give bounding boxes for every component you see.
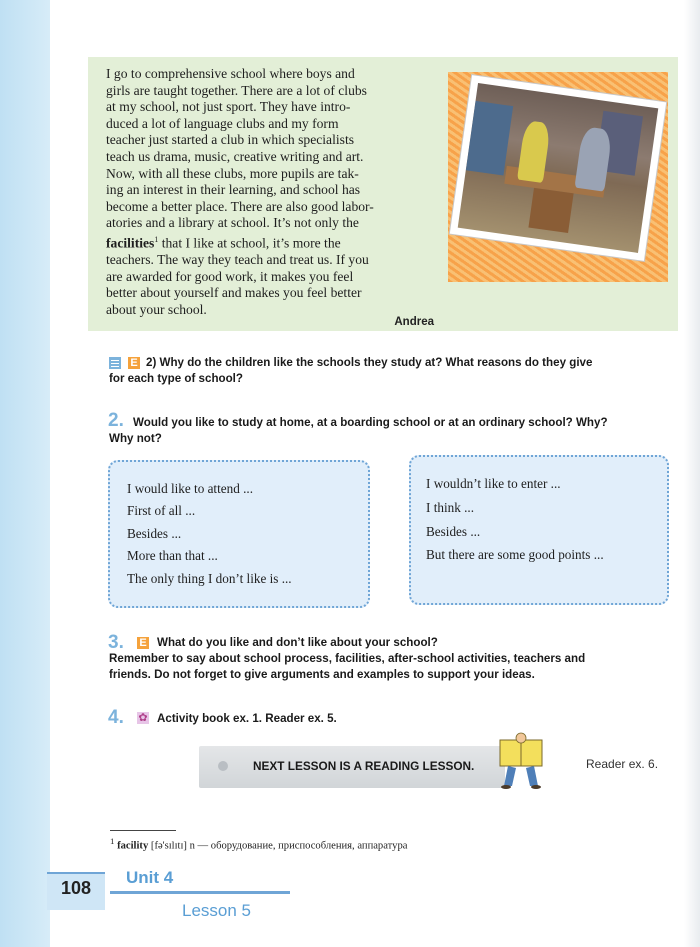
reading-line: [106, 232, 436, 252]
task-line: 2) Why do the children like the schools they study at? What reasons do they give: [146, 356, 593, 369]
footnote: [110, 836, 407, 852]
author-name: Andrea: [394, 316, 434, 328]
table-leg-shape: [528, 188, 573, 233]
reading-line: at my school, not just sport. They have intro-: [106, 99, 351, 115]
reading-line: I go to comprehensive school where boys and: [106, 66, 355, 81]
reading-line: Now, with all these clubs, more pupils are tak-: [106, 165, 359, 181]
phrase-item: Besides ...: [127, 526, 182, 541]
exercise-question: [109, 415, 673, 447]
instruction-line: Remember to say about school process, facilities, after-school activities, teachers and: [109, 652, 586, 665]
reading-line: about your school.: [106, 301, 207, 317]
exercise-number: 3.: [108, 632, 124, 653]
phrase-item: I wouldn’t like to enter ...: [426, 476, 561, 491]
reading-line: atories and a library at school. It’s not only the: [106, 215, 359, 231]
exercise-question: What do you like and don’t like about your school?: [157, 636, 438, 649]
phrase-item: The only thing I don’t like is ...: [127, 571, 292, 586]
footnote-rule: [110, 830, 176, 831]
task-question: [109, 355, 676, 387]
reading-line: teachers. The way they teach and treat us. If you: [106, 252, 369, 268]
reader-assignment: Reader ex. 6.: [586, 757, 659, 771]
phrase-item: I would like to attend ...: [127, 481, 253, 496]
e-letter-icon: E: [128, 357, 140, 369]
reading-line: ing an interest in their learning, and school has: [106, 182, 361, 198]
task-line: for each type of school?: [109, 372, 243, 385]
reading-line: teacher just started a club in which specialists: [106, 132, 355, 148]
question-line: Why not?: [109, 432, 162, 445]
reading-line: teach us drama, music, creative writing and art.: [106, 148, 364, 164]
next-lesson-text: NEXT LESSON IS A READING LESSON.: [253, 759, 475, 773]
page-number: 108: [61, 878, 92, 898]
exercise-number: 4.: [108, 707, 124, 728]
reading-line: become a better place. There are also good labor-: [106, 198, 374, 214]
students-photo: [450, 75, 666, 261]
reading-text: [106, 66, 436, 318]
glossary-word: facilities: [106, 235, 155, 251]
footnote-definition: [fə'sɪlɪtɪ] n — оборудование, приспособления, аппаратура: [148, 840, 408, 852]
student-figure: [574, 126, 612, 192]
page-edge-shadow: [684, 0, 700, 947]
exercise-instructions: [109, 651, 679, 683]
phrase-item: More than that ...: [127, 548, 218, 563]
bullet-dot: [218, 761, 228, 771]
reading-person-icon: [496, 732, 546, 790]
footnote-mark: 1: [110, 836, 115, 846]
unit-title: Unit 4: [126, 868, 174, 887]
reading-line-rest: that I like at school, it’s more the: [158, 235, 341, 251]
exercise-number: 2.: [108, 410, 124, 431]
footnote-mark: 1: [154, 234, 159, 244]
phrase-item: Besides ...: [426, 524, 481, 539]
lesson-title: Lesson 5: [182, 901, 251, 920]
book-icon: [109, 357, 121, 369]
question-line: Would you like to study at home, at a boarding school or at an ordinary school? Why?: [133, 416, 608, 429]
photo-image: [458, 83, 659, 253]
reading-line: duced a lot of language clubs and my form: [106, 115, 339, 131]
exercise-task: Activity book ex. 1. Reader ex. 5.: [157, 712, 337, 725]
instruction-line: friends. Do not forget to give arguments and examples to support your ideas.: [109, 668, 535, 681]
reading-line: girls are taught together. There are a lot of clubs: [106, 82, 367, 98]
phrase-item: First of all ...: [127, 503, 196, 518]
phrase-item: But there are some good points ...: [426, 547, 604, 562]
bookshelf-shape: [466, 101, 513, 176]
phrase-item: I think ...: [426, 500, 474, 515]
reading-line: are awarded for good work, it makes you feel: [106, 268, 354, 284]
left-margin-band: [0, 0, 50, 947]
flower-icon: ✿: [138, 712, 148, 724]
e-letter-icon: E: [137, 637, 149, 649]
footnote-word: facility: [117, 840, 149, 852]
unit-underline: [110, 891, 290, 894]
reading-line: better about yourself and makes you feel better: [106, 285, 362, 301]
